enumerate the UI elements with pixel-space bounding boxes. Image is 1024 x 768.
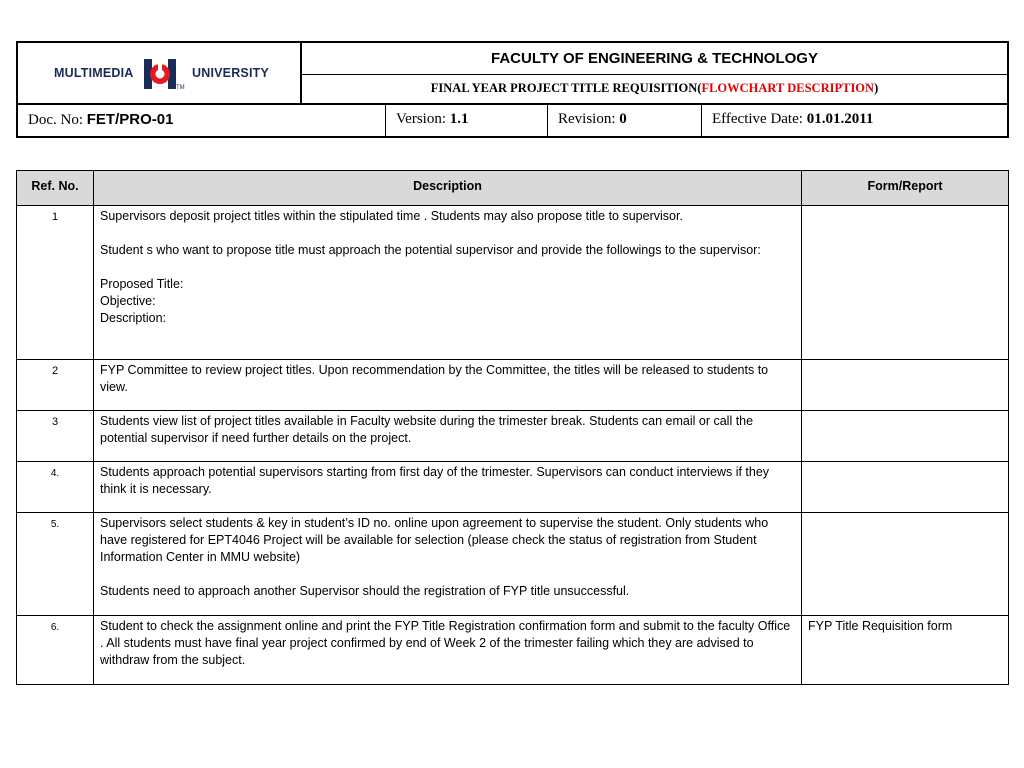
form-report-cell bbox=[802, 411, 1009, 462]
table-row bbox=[17, 360, 1009, 411]
description-cell bbox=[94, 360, 802, 411]
description-paragraph: FYP Committee to review project titles. Upon recommendation by the Committee, the titles will be released to students to view. bbox=[100, 363, 769, 394]
ref-number-cell: 2 bbox=[17, 360, 94, 411]
table-row bbox=[17, 513, 1009, 616]
column-header-description: Description bbox=[94, 171, 802, 206]
description-paragraph: Supervisors deposit project titles within the stipulated time . Students may also propose title to supervisor. bbox=[100, 209, 683, 223]
doc-no-value: FET/PRO-01 bbox=[86, 111, 174, 128]
description-paragraph: Student s who want to propose title must approach the potential supervisor and provide the followings to the supervisor: bbox=[100, 243, 761, 257]
description-paragraph: Students need to approach another Supervisor should the registration of FYP title unsuccessful. bbox=[100, 584, 630, 598]
description-paragraph: Students view list of project titles available in Faculty website during the trimester break. Students can email or call the potential supervisor if need further details on the project. bbox=[100, 414, 754, 445]
header-top-row bbox=[18, 43, 1007, 105]
form-report-cell bbox=[802, 206, 1009, 360]
description-cell bbox=[94, 513, 802, 616]
version-label: Version: bbox=[396, 111, 450, 127]
form-report-cell bbox=[802, 462, 1009, 513]
effective-date-label: Effective Date: bbox=[712, 111, 807, 127]
logo-word-left: MULTIMEDIA bbox=[54, 66, 134, 80]
column-header-form: Form/Report bbox=[802, 171, 1009, 206]
form-report-cell bbox=[802, 513, 1009, 616]
form-report-cell: FYP Title Requisition form bbox=[802, 616, 1009, 685]
procedure-table bbox=[16, 170, 1009, 685]
table-row bbox=[17, 616, 1009, 685]
paragraph-spacer bbox=[100, 566, 795, 583]
column-header-ref: Ref. No. bbox=[17, 171, 94, 206]
paragraph-spacer bbox=[100, 225, 795, 242]
title-cell bbox=[302, 43, 1007, 103]
effective-date-field bbox=[702, 103, 1007, 136]
logo-word-right: UNIVERSITY bbox=[192, 66, 270, 80]
ref-number-cell: 6. bbox=[17, 616, 94, 685]
logo-trademark: TM bbox=[176, 85, 185, 91]
table-body bbox=[17, 206, 1009, 685]
description-paragraph: Proposed Title: bbox=[100, 277, 184, 291]
document-title-highlight: FLOWCHART DESCRIPTION bbox=[701, 81, 875, 95]
document-title-close: ) bbox=[874, 81, 879, 95]
description-cell bbox=[94, 411, 802, 462]
document-title bbox=[302, 74, 1007, 103]
description-cell bbox=[94, 206, 802, 360]
ref-number-cell: 1 bbox=[17, 206, 94, 360]
form-report-cell bbox=[802, 360, 1009, 411]
revision-label: Revision: bbox=[558, 111, 620, 127]
university-logo bbox=[54, 57, 274, 91]
table-row bbox=[17, 411, 1009, 462]
description-paragraph: Supervisors select students & key in student’s ID no. online upon agreement to supervise the student. Only students who have registered for EPT4046 Project will be available for selection (please check the status of registration from Student Information Center in MMU website) bbox=[100, 516, 769, 564]
table-row bbox=[17, 462, 1009, 513]
version-value: 1.1 bbox=[449, 111, 469, 127]
revision-value: 0 bbox=[619, 111, 627, 127]
logo-cell bbox=[18, 43, 302, 103]
description-paragraph: Students approach potential supervisors starting from first day of the trimester. Supervisors can conduct interviews if they think it is necessary. bbox=[100, 465, 770, 496]
faculty-title: FACULTY OF ENGINEERING & TECHNOLOGY bbox=[302, 43, 1007, 75]
ref-number-cell: 5. bbox=[17, 513, 94, 616]
revision-field bbox=[548, 103, 702, 136]
description-cell bbox=[94, 616, 802, 685]
description-paragraph: Description: bbox=[100, 311, 166, 325]
header-meta-row bbox=[18, 103, 1007, 136]
ref-number-cell: 4. bbox=[17, 462, 94, 513]
ref-number-cell: 3 bbox=[17, 411, 94, 462]
description-cell bbox=[94, 462, 802, 513]
description-paragraph: Objective: bbox=[100, 294, 156, 308]
doc-no-field bbox=[18, 103, 386, 136]
logo-emblem-icon bbox=[140, 57, 180, 91]
table-header-row bbox=[17, 171, 1009, 206]
doc-no-label: Doc. No: bbox=[28, 112, 87, 128]
paragraph-spacer bbox=[100, 259, 795, 276]
document-header bbox=[16, 41, 1009, 138]
effective-date-value: 01.01.2011 bbox=[806, 111, 874, 127]
version-field bbox=[386, 103, 548, 136]
table-row bbox=[17, 206, 1009, 360]
document-title-main: FINAL YEAR PROJECT TITLE REQUISITION( bbox=[430, 81, 702, 95]
description-paragraph: Student to check the assignment online and print the FYP Title Registration confirmation form and submit to the faculty Office . All students must have final year project confirmed by end of Week 2 of the trimester failing which they are advised to withdraw from the subject. bbox=[100, 619, 791, 667]
